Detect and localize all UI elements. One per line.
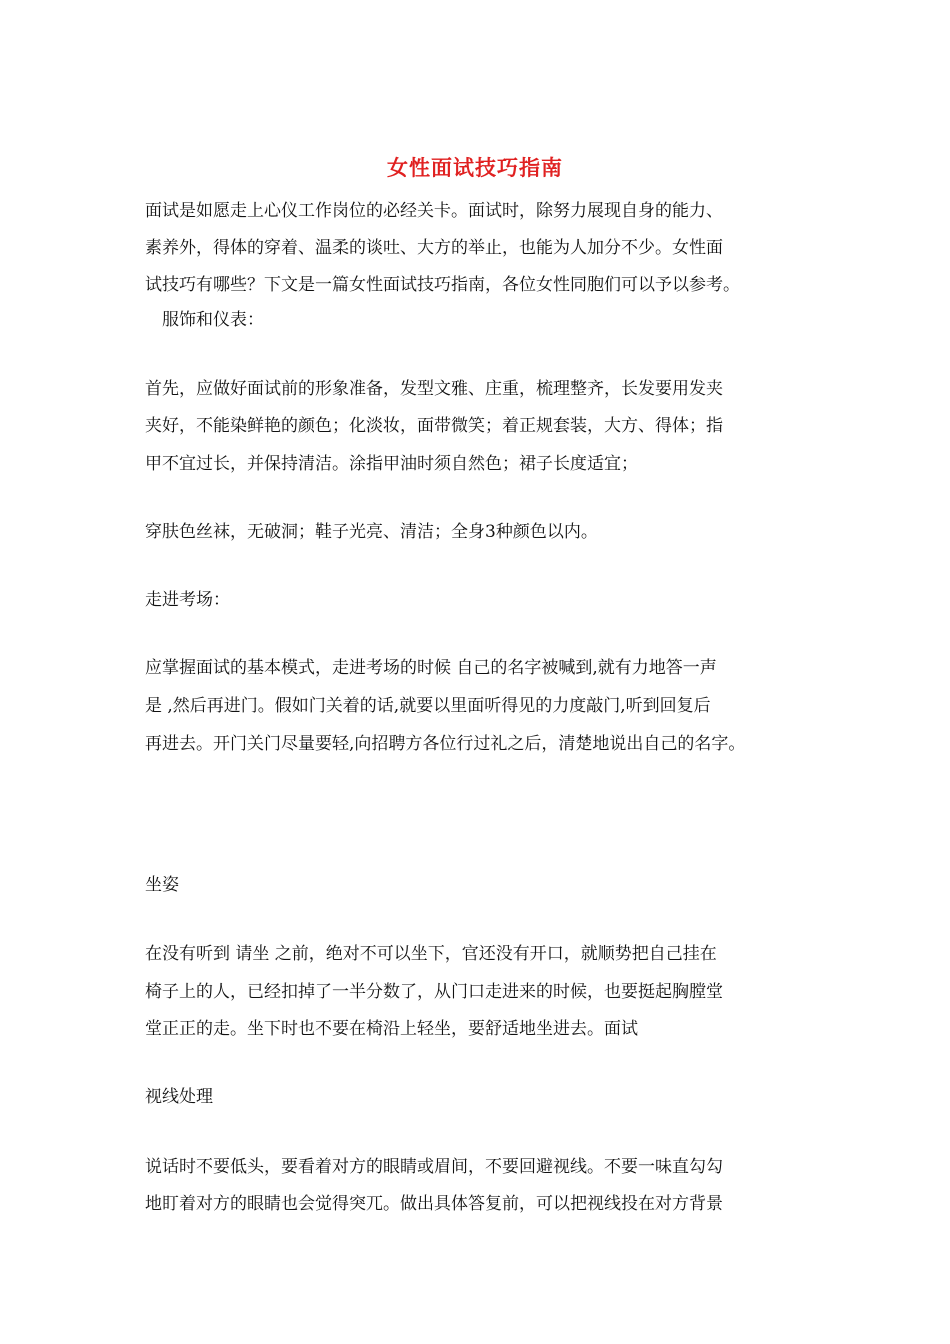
body-line: 再进去。开门关门尽量要轻,向招聘方各位行过礼之后，清楚地说出自己的名字。 [145, 734, 746, 754]
section-heading: 走进考场： [145, 590, 230, 610]
section-heading: 坐姿 [145, 875, 179, 895]
body-line: 堂正正的走。坐下时也不要在椅沿上轻坐，要舒适地坐进去。面试 [145, 1019, 638, 1039]
body-line: 地盯着对方的眼睛也会觉得突兀。做出具体答复前，可以把视线投在对方背景 [145, 1194, 723, 1214]
body-line: 首先，应做好面试前的形象准备，发型文雅、庄重，梳理整齐，长发要用发夹 [145, 379, 723, 399]
body-line: 说话时不要低头，要看着对方的眼睛或眉间，不要回避视线。不要一味直勾勾 [145, 1157, 723, 1177]
body-line: 是 ,然后再进门。假如门关着的话,就要以里面听得见的力度敲门,听到回复后 [145, 696, 711, 716]
body-line: 甲不宜过长，并保持清洁。涂指甲油时须自然色；裙子长度适宜； [145, 454, 638, 474]
body-line: 素养外，得体的穿着、温柔的谈吐、大方的举止，也能为人加分不少。女性面 [145, 238, 723, 258]
body-line: 试技巧有哪些？下文是一篇女性面试技巧指南，各位女性同胞们可以予以参考。 [145, 275, 740, 295]
document-title: 女性面试技巧指南 [387, 155, 563, 180]
body-line: 穿肤色丝袜，无破洞；鞋子光亮、清洁；全身3种颜色以内。 [145, 522, 598, 542]
section-heading: 视线处理 [145, 1087, 213, 1107]
body-line: 面试是如愿走上心仪工作岗位的必经关卡。面试时，除努力展现自身的能力、 [145, 201, 723, 221]
section-heading: 服饰和仪表： [145, 310, 264, 330]
body-line: 夹好，不能染鲜艳的颜色；化淡妆，面带微笑；着正规套装，大方、得体；指 [145, 416, 723, 436]
body-line: 在没有听到 请坐 之前，绝对不可以坐下，官还没有开口，就顺势把自己挂在 [145, 944, 717, 964]
body-line: 椅子上的人，已经扣掉了一半分数了，从门口走进来的时候，也要挺起胸膛堂 [145, 982, 723, 1002]
body-line: 应掌握面试的基本模式，走进考场的时候 自己的名字被喊到,就有力地答一声 [145, 658, 717, 678]
